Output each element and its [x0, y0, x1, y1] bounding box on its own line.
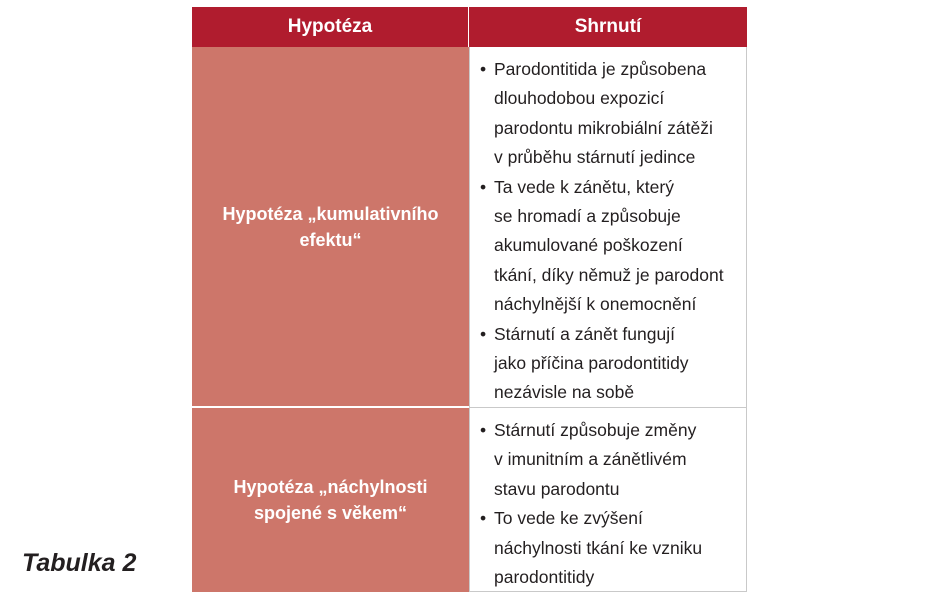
list-item [480, 173, 746, 320]
summary-line: jako příčina parodontitidy [494, 353, 689, 374]
summary-list [480, 416, 746, 592]
hypothesis-label-line: efektu“ [299, 229, 362, 250]
header-hypothesis: Hypotéza [192, 7, 469, 47]
summary-line: stavu parodontu [494, 478, 620, 499]
summary-line: parodontu mikrobiální zátěži [494, 117, 713, 138]
header-summary: Shrnutí [574, 16, 642, 37]
summary-line: • Stárnutí způsobuje změny [494, 420, 697, 440]
summary-cell [469, 47, 747, 408]
summary-list [480, 55, 746, 408]
summary-line: parodontitidy [494, 567, 595, 588]
summary-line: náchylnější k onemocnění [494, 294, 697, 315]
table-header-row [192, 7, 747, 47]
summary-line: v průběhu stárnutí jedince [494, 147, 696, 168]
summary-line: • Parodontitida je způsobena [494, 59, 707, 79]
hypothesis-table [192, 7, 747, 592]
summary-cell [469, 408, 747, 592]
table-row [192, 408, 747, 592]
table-row [192, 47, 747, 408]
hypothesis-label-line: Hypotéza „náchylnosti [233, 477, 428, 497]
list-item [480, 416, 746, 504]
summary-line: náchylnosti tkání ke vzniku [494, 537, 703, 558]
summary-line: se hromadí a způsobuje [494, 206, 681, 227]
summary-line: • To vede ke zvýšení [494, 508, 643, 529]
summary-line: tkání, díky němuž je parodont [494, 264, 724, 285]
list-item [480, 55, 746, 173]
summary-line: • Stárnutí a zánět fungují [494, 323, 675, 344]
list-item [480, 504, 746, 592]
hypothesis-label-line: Hypotéza „kumulativního [222, 203, 439, 224]
hypothesis-cell [192, 47, 469, 408]
summary-line: v imunitním a zánětlivém [494, 449, 687, 470]
summary-line: akumulované poškození [494, 235, 683, 256]
list-item [480, 320, 746, 408]
hypothesis-cell [192, 408, 469, 592]
hypothesis-label-line: spojené s věkem“ [253, 503, 408, 523]
summary-line: • Ta vede k zánětu, který [494, 176, 674, 197]
summary-line: nezávisle na sobě [494, 382, 635, 403]
table-caption: Tabulka 2 [22, 549, 137, 577]
summary-line: dlouhodobou expozicí [494, 88, 665, 109]
